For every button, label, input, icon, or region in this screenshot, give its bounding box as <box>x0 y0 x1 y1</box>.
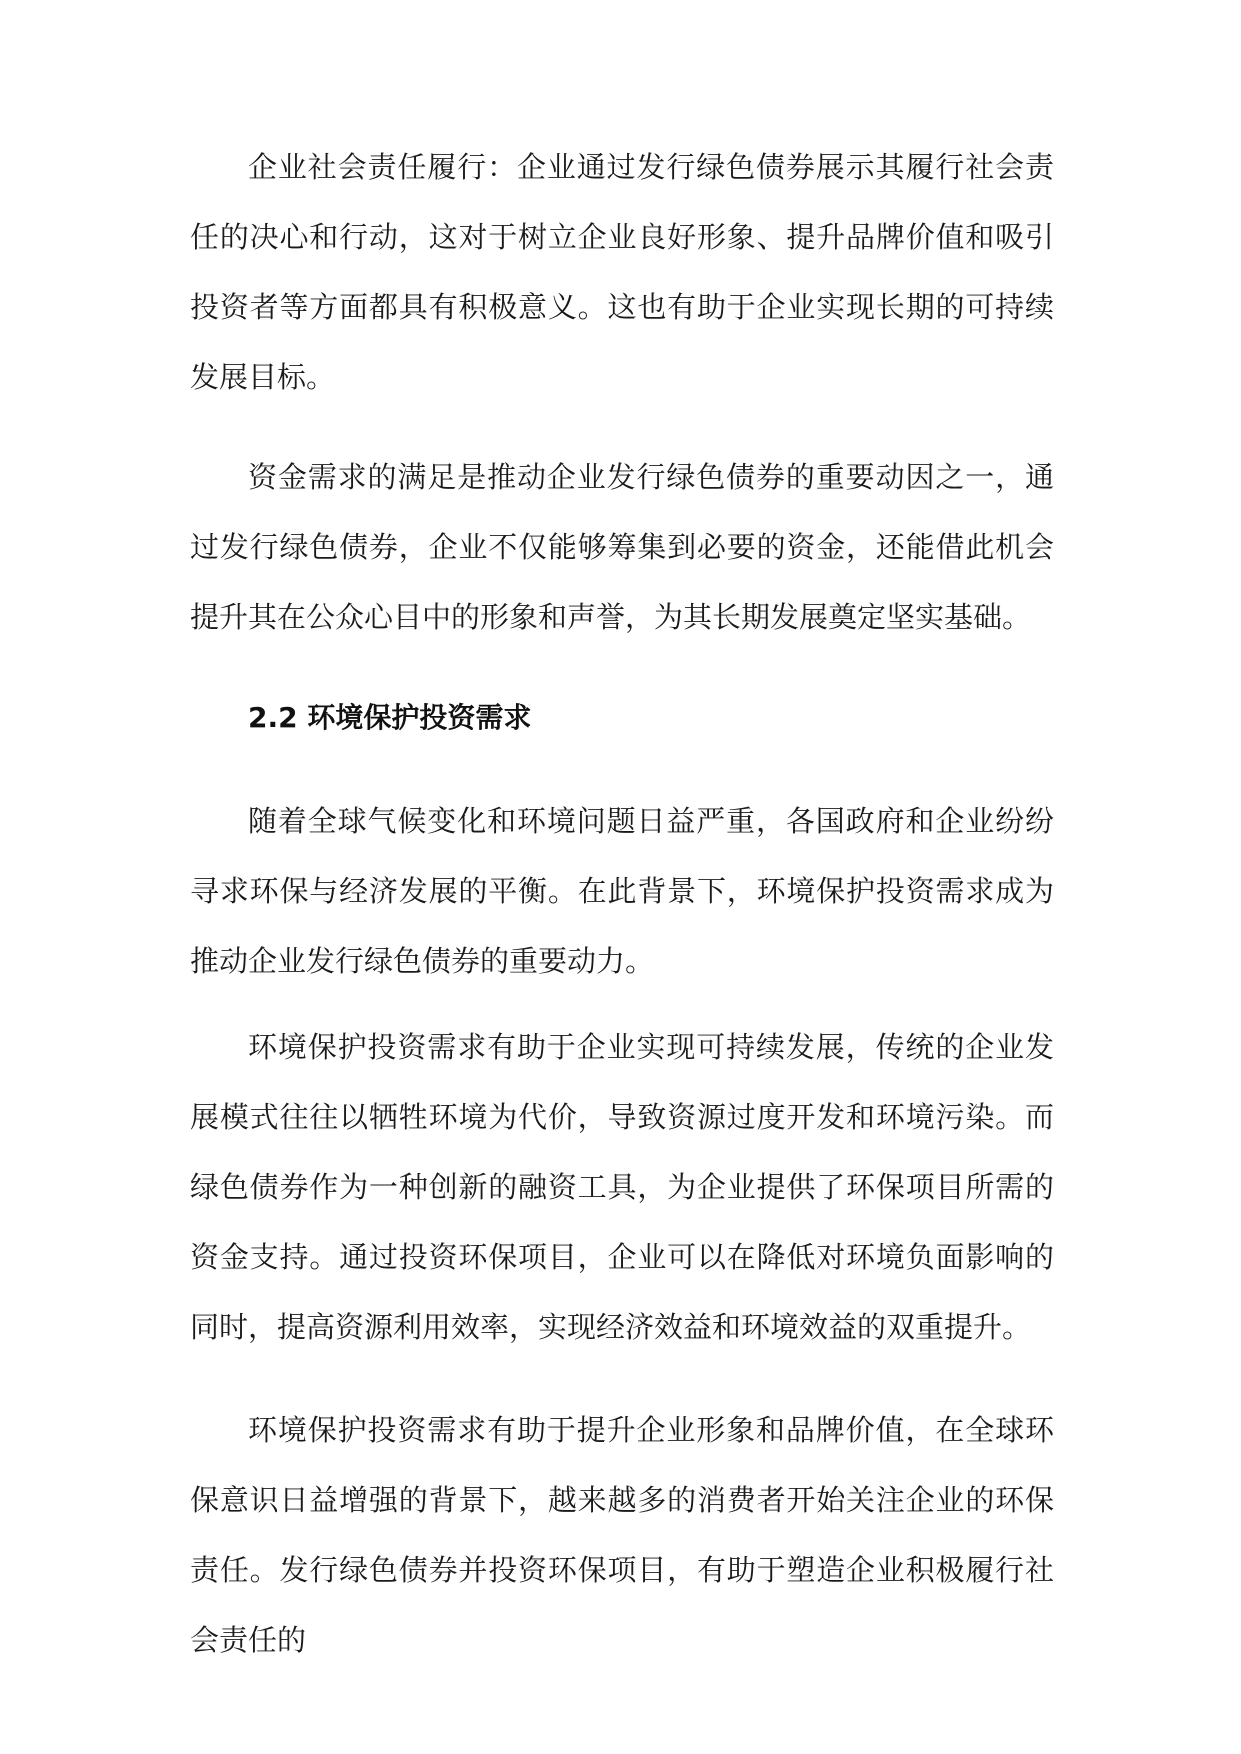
paragraph-environmental-background: 随着全球气候变化和环境问题日益严重，各国政府和企业纷纷寻求环保与经济发展的平衡。在此背景下，环境保护投资需求成为推动企业发行绿色债券的重要动力。 <box>190 804 1054 978</box>
paragraph-sustainable-development: 环境保护投资需求有助于企业实现可持续发展，传统的企业发展模式往往以牺牲环境为代价，导致资源过度开发和环境污染。而绿色债券作为一种创新的融资工具，为企业提供了环保项目所需的资金支持。通过投资环保项目，企业可以在降低对环境负面影响的同时，提高资源利用效率，实现经济效益和环境效益的双重提升。 <box>190 1030 1054 1344</box>
paragraph-csr: 企业社会责任履行：企业通过发行绿色债券展示其履行社会责任的决心和行动，这对于树立企业良好形象、提升品牌价值和吸引投资者等方面都具有积极意义。这也有助于企业实现长期的可持续发展目标。 <box>190 150 1054 394</box>
paragraph-funding-needs: 资金需求的满足是推动企业发行绿色债券的重要动因之一，通过发行绿色债券，企业不仅能够筹集到必要的资金，还能借此机会提升其在公众心目中的形象和声誉，为其长期发展奠定坚实基础。 <box>190 460 1054 634</box>
paragraph-brand-value: 环境保护投资需求有助于提升企业形象和品牌价值，在全球环保意识日益增强的背景下，越来越多的消费者开始关注企业的环保责任。发行绿色债券并投资环保项目，有助于塑造企业积极履行社会责任的 <box>190 1413 1054 1657</box>
section-heading: 2.2 环境保护投资需求 <box>248 701 532 734</box>
